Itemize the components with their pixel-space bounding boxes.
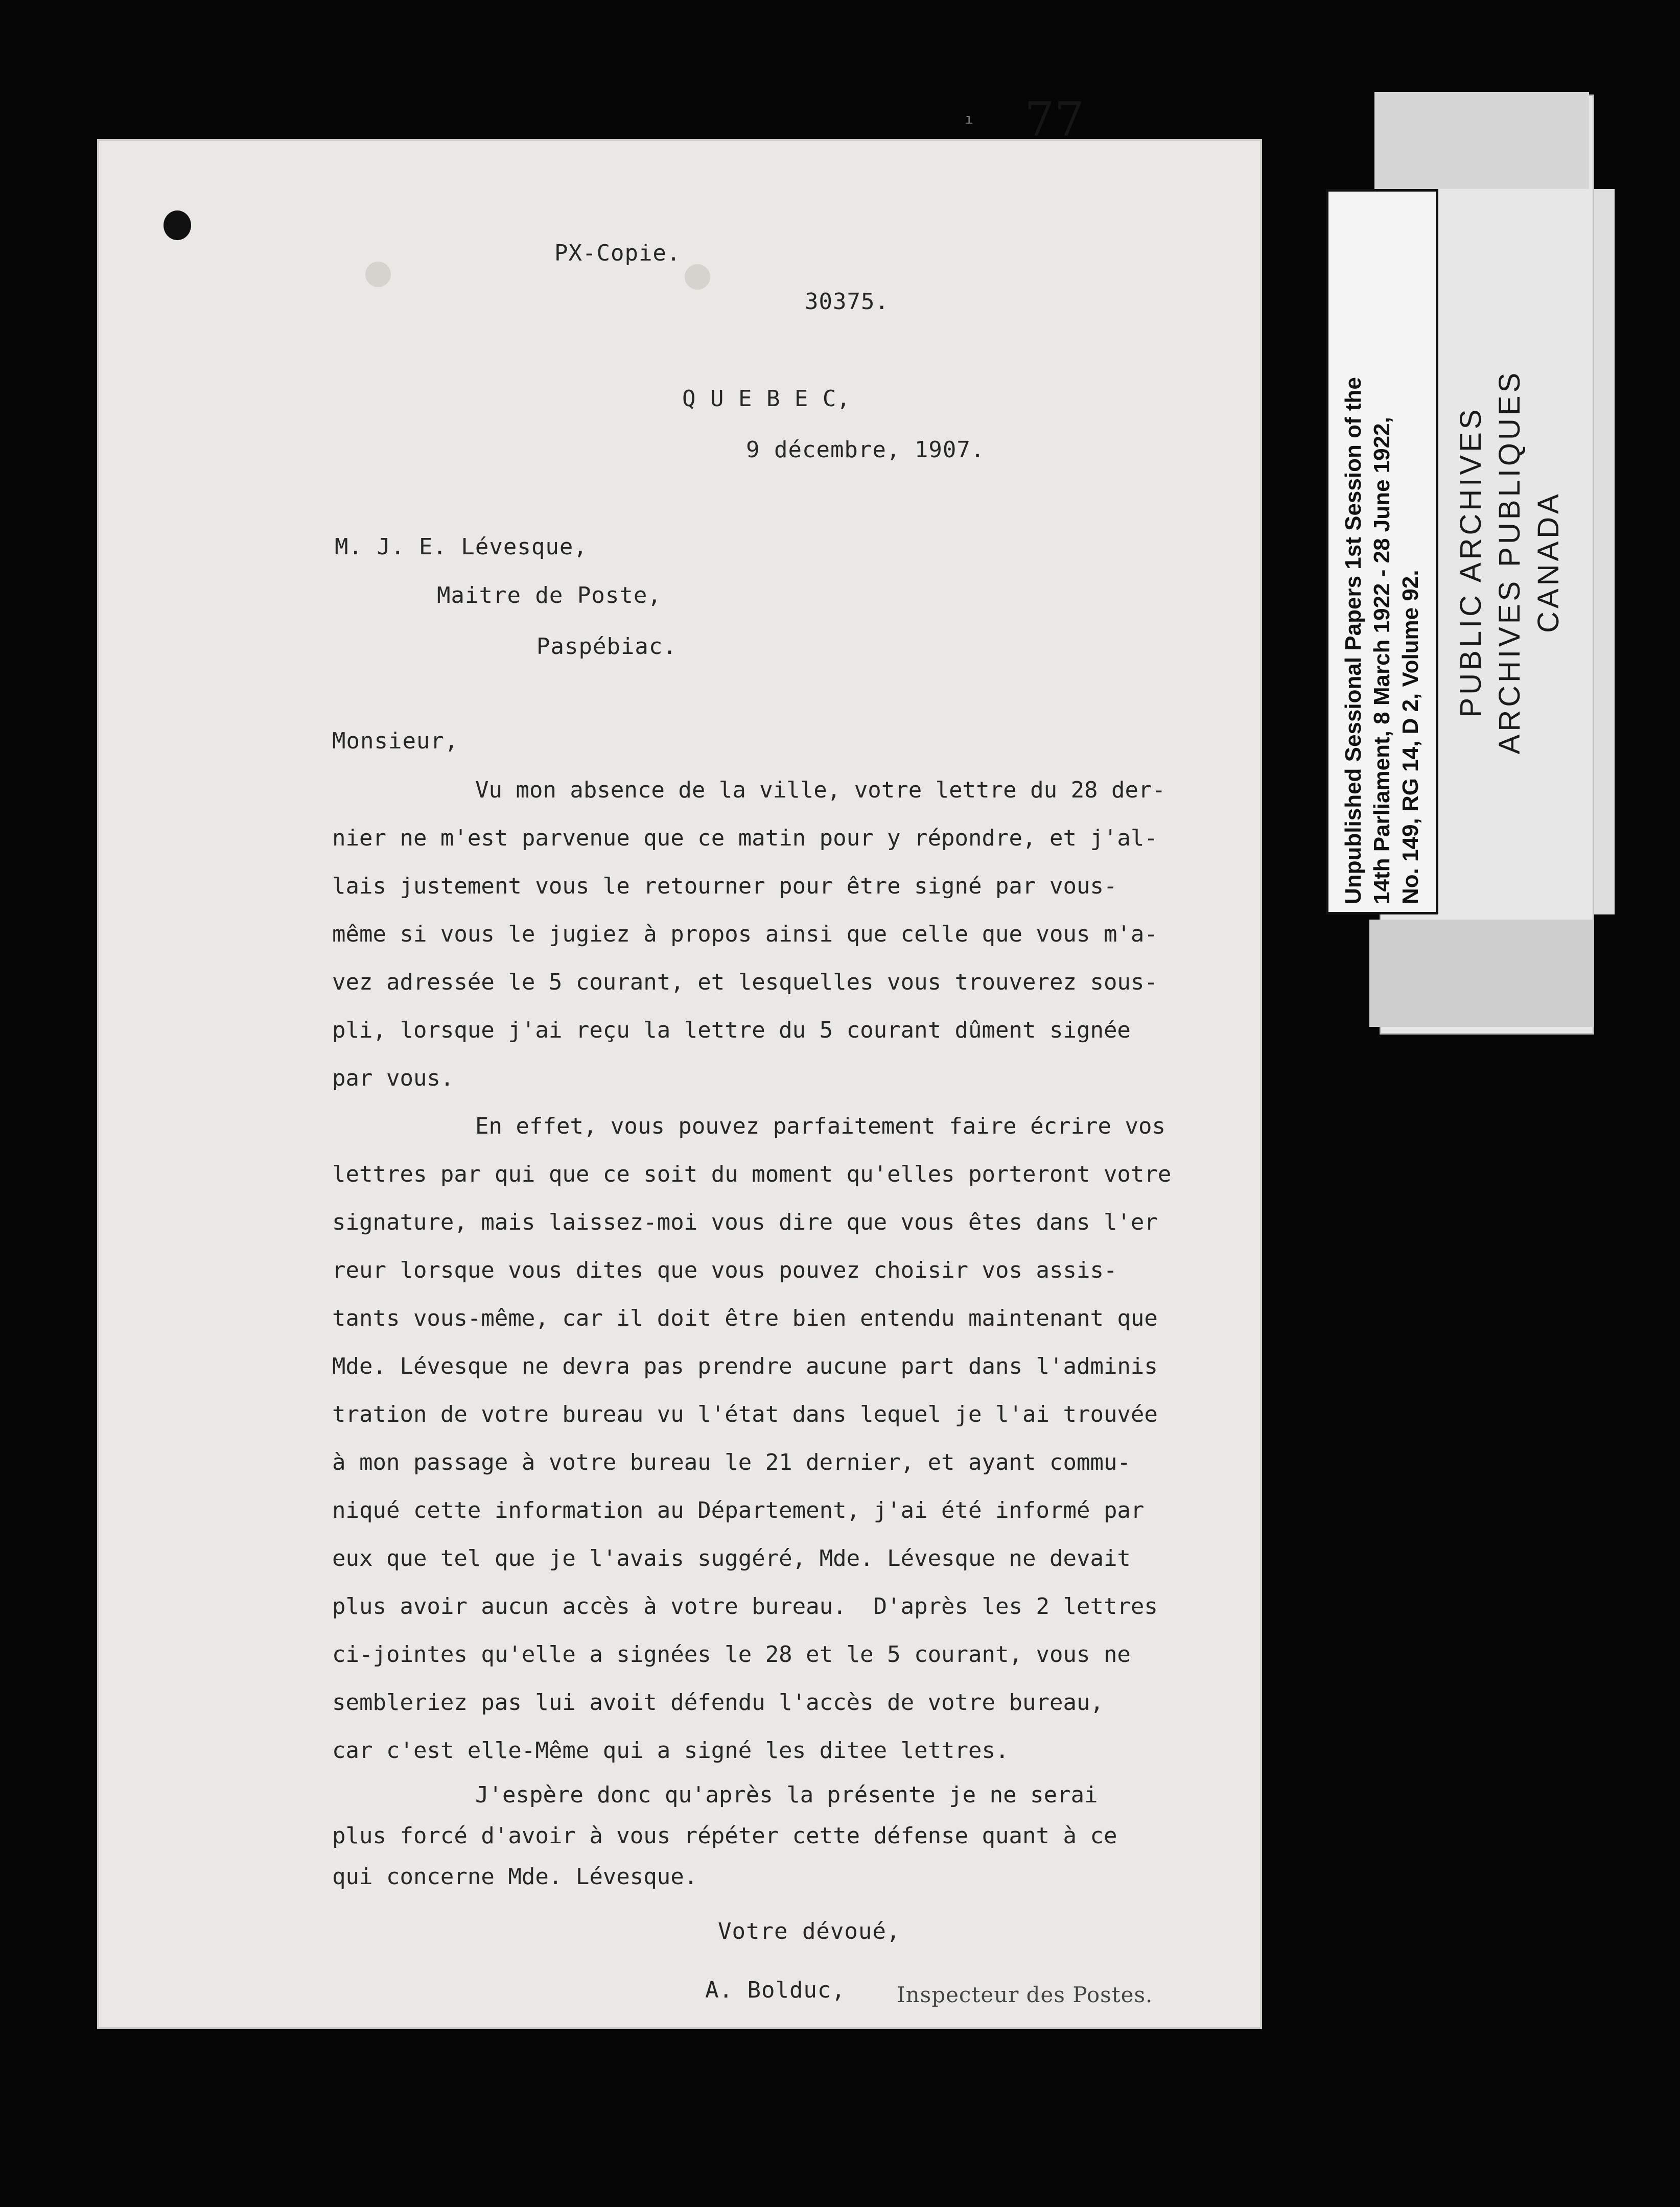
body-line: eux que tel que je l'avais suggéré, Mde. Lévesque ne devait — [332, 1545, 1131, 1571]
archive-label — [1326, 189, 1438, 914]
body-line: ci-jointes qu'elle a signées le 28 et le 5 courant, vous ne — [332, 1641, 1131, 1668]
body-line: tants vous-même, car il doit être bien entendu maintenant que — [332, 1305, 1158, 1331]
archives-stamp-line-1: PUBLIC ARCHIVES — [1454, 406, 1487, 718]
body-line: niqué cette information au Département, j'ai été informé par — [332, 1497, 1145, 1523]
body-line: lettres par qui que ce soit du moment qu'elles porteront votre — [332, 1161, 1172, 1187]
body-line: qui concerne Mde. Lévesque. — [332, 1864, 698, 1890]
body-line: Mde. Lévesque ne devra pas prendre aucune part dans l'adminis — [332, 1353, 1158, 1379]
page-number: 77 — [1024, 92, 1085, 147]
body-line: J'espère donc qu'après la présente je ne serai — [475, 1782, 1098, 1808]
salutation: Monsieur, — [332, 728, 459, 754]
city: Q U E B E C, — [682, 386, 851, 412]
body-line: par vous. — [332, 1065, 454, 1091]
file-number: 30375. — [805, 289, 889, 315]
smudge — [365, 262, 391, 287]
body-line: nier ne m'est parvenue que ce matin pour y répondre, et j'al- — [332, 825, 1158, 851]
smudge — [685, 264, 710, 290]
tape — [1374, 92, 1589, 189]
body-line: pli, lorsque j'ai reçu la lettre du 5 courant dûment signée — [332, 1017, 1131, 1043]
body-line: vez adressée le 5 courant, et lesquelles vous trouverez sous- — [332, 969, 1158, 995]
archive-reference — [1339, 199, 1425, 904]
archives-stamp — [1452, 370, 1568, 755]
body-line: même si vous le jugiez à propos ainsi que celle que vous m'a- — [332, 921, 1158, 947]
body-line: sembleriez pas lui avoit défendu l'accès de votre bureau, — [332, 1689, 1104, 1716]
copy-label: PX-Copie. — [554, 240, 681, 266]
body-line: car c'est elle-Même qui a signé les ditee lettres. — [332, 1738, 1009, 1764]
addressee-place: Paspébiac. — [536, 633, 677, 660]
body-line: Vu mon absence de la ville, votre lettre du 28 der- — [475, 777, 1166, 803]
body-line: lais justement vous le retourner pour être signé par vous- — [332, 873, 1117, 899]
archives-stamp-line-3: CANADA — [1532, 491, 1565, 633]
archives-stamp-line-2: ARCHIVES PUBLIQUES — [1493, 369, 1526, 755]
body-line: En effet, vous pouvez parfaitement faire écrire vos — [475, 1113, 1166, 1139]
punch-hole — [164, 210, 191, 240]
body-line: tration de votre bureau vu l'état dans lequel je l'ai trouvée — [332, 1401, 1158, 1427]
tape — [1369, 920, 1594, 1027]
body-line: signature, mais laissez-moi vous dire que vous êtes dans l'er — [332, 1209, 1158, 1235]
closing: Votre dévoué, — [718, 1918, 901, 1944]
pencil-mark: ı — [965, 110, 973, 127]
signature: A. Bolduc, — [705, 1977, 846, 2003]
archive-line-2: 14th Parliament, 8 March 1922 - 28 June 1922, — [1369, 417, 1394, 904]
archive-strip — [1594, 189, 1615, 914]
archive-line-1: Unpublished Sessional Papers 1st Session of the — [1341, 377, 1366, 904]
body-line: reur lorsque vous dites que vous pouvez choisir vos assis- — [332, 1257, 1117, 1283]
body-line: à mon passage à votre bureau le 21 dernier, et ayant commu- — [332, 1449, 1131, 1475]
signature-title: Inspecteur des Postes. — [897, 1982, 1153, 2007]
archive-line-3: No. 149, RG 14, D 2, Volume 92. — [1398, 570, 1423, 904]
body-line: plus avoir aucun accès à votre bureau. D'après les 2 lettres — [332, 1593, 1158, 1619]
addressee-title: Maitre de Poste, — [437, 582, 662, 608]
addressee-name: M. J. E. Lévesque, — [335, 534, 588, 560]
letter-body — [332, 766, 1242, 1897]
body-line: plus forcé d'avoir à vous répéter cette défense quant à ce — [332, 1823, 1117, 1849]
letter-date: 9 décembre, 1907. — [746, 437, 985, 463]
